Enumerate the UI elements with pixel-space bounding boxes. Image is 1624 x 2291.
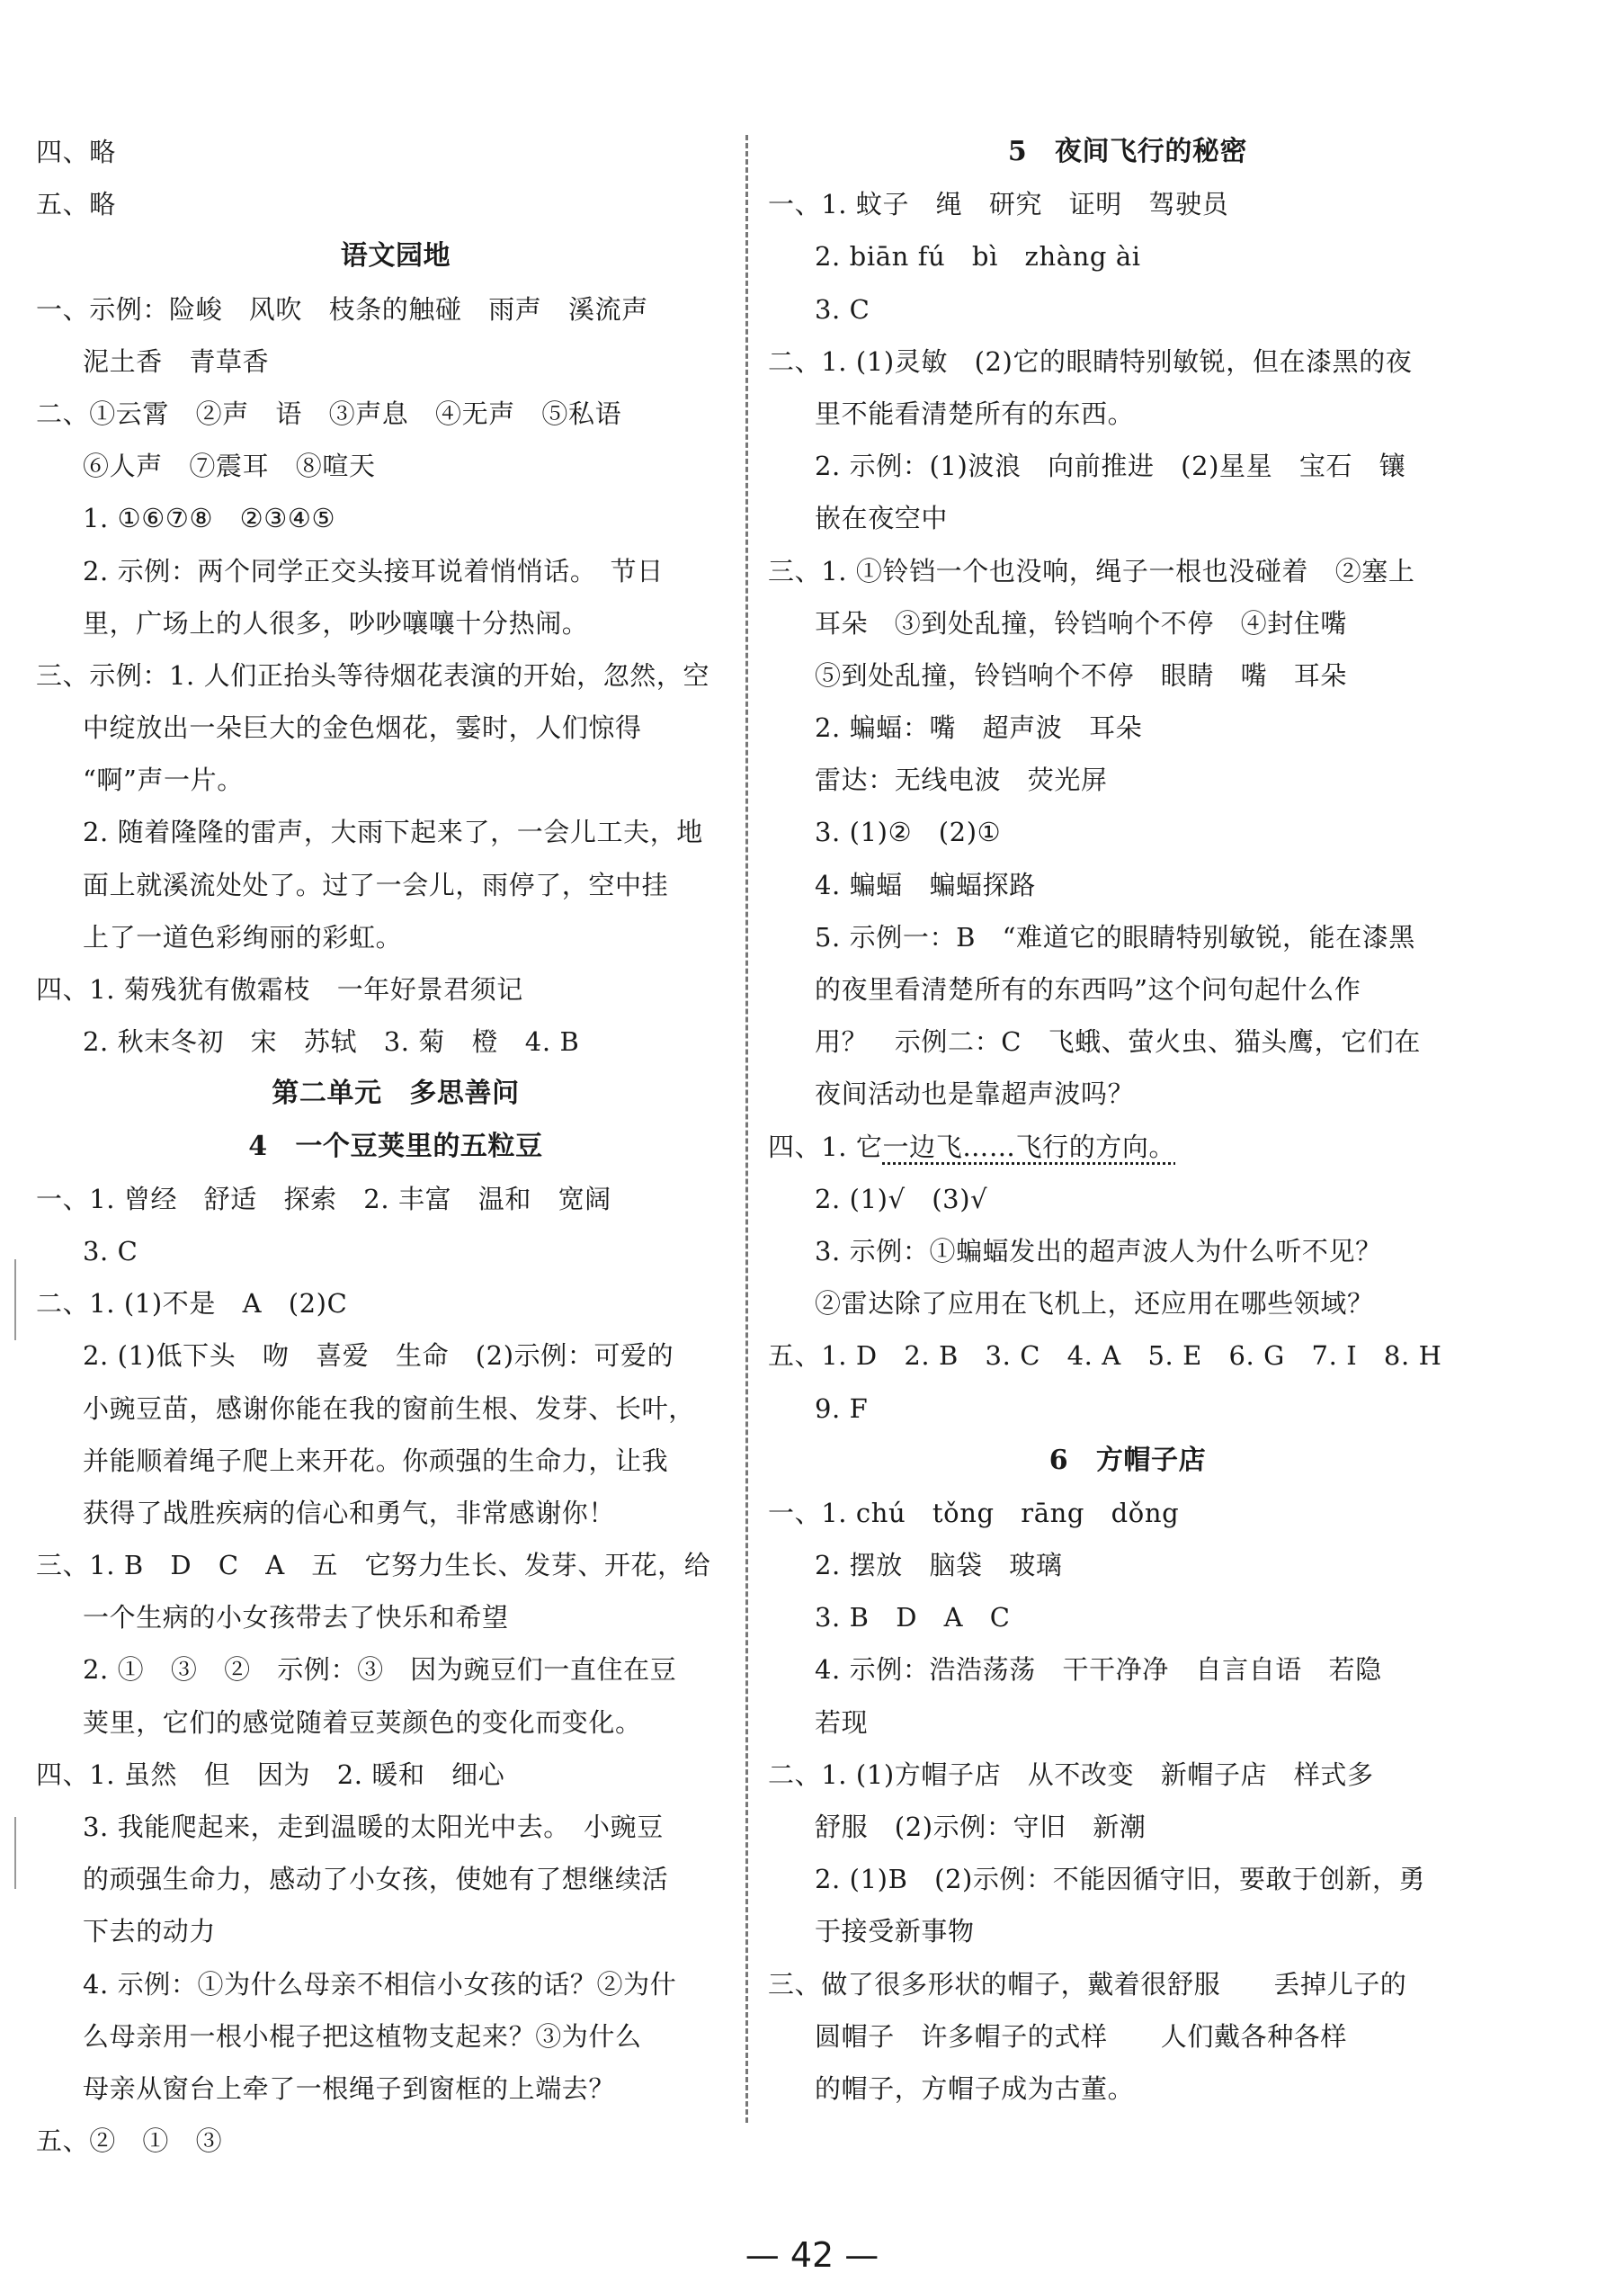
answer-line: 的夜里看清楚所有的东西吗”这个问句起什么作: [815, 974, 1361, 1005]
answer-line: 圆帽子 许多帽子的式样 人们戴各种各样: [815, 2020, 1348, 2052]
answer-line: 一、示例：险峻 风吹 枝条的触碰 雨声 溪流声: [36, 293, 648, 325]
section-heading: 4 一个豆荚里的五粒豆: [248, 1130, 543, 1162]
answer-line: 一个生病的小女孩带去了快乐和希望: [83, 1602, 509, 1633]
answer-line: 若现: [815, 1706, 869, 1738]
answer-line: 3. 我能爬起来，走到温暖的太阳光中去。 小豌豆: [83, 1812, 664, 1842]
answer-line: 下去的动力: [83, 1916, 217, 1947]
answer-line: 二、1. (1)不是 A (2)C: [36, 1288, 348, 1320]
answer-line: 嵌在夜空中: [815, 503, 949, 534]
answer-line: 上了一道色彩绚丽的彩虹。: [83, 921, 403, 953]
answer-line: 一、1. 蚊子 绳 研究 证明 驾驶员: [768, 189, 1229, 220]
answer-line: 三、做了很多形状的帽子，戴着很舒服 丢掉儿子的: [768, 1968, 1407, 2000]
answer-line: 五、② ① ③: [36, 2125, 223, 2157]
answer-line: 获得了战胜疾病的信心和勇气，非常感谢你！: [83, 1497, 616, 1528]
answer-line: [768, 1121, 1487, 1173]
answer-line: 五、1. D 2. B 3. C 4. A 5. E 6. G 7. I 8. H: [768, 1340, 1442, 1372]
answer-line: 2. 秋末冬初 宋 苏轼 3. 菊 橙 4. B: [83, 1026, 580, 1058]
answer-line: 2. 示例：两个同学正交头接耳说着悄悄话。 节日: [83, 555, 664, 586]
answer-line: 4. 示例：①为什么母亲不相信小女孩的话？②为什: [83, 1968, 677, 2000]
answer-line: 2. 随着隆隆的雷声，大雨下起来了，一会儿工夫，地: [83, 817, 703, 848]
answer-line: 舒服 (2)示例：守旧 新潮: [815, 1812, 1147, 1842]
answer-line: 雷达：无线电波 荧光屏: [815, 765, 1108, 796]
answer-line: 的顽强生命力，感动了小女孩，使她有了想继续活: [83, 1864, 669, 1895]
right-column: [768, 126, 1487, 2115]
answer-line: 于接受新事物: [815, 1916, 975, 1947]
answer-line: 3. B D A C: [815, 1602, 1011, 1633]
left-column: [36, 126, 755, 2167]
answer-line: ⑤到处乱撞，铃铛响个不停 眼睛 嘴 耳朵: [815, 659, 1348, 691]
answer-line: 中绽放出一朵巨大的金色烟花，霎时，人们惊得: [83, 712, 642, 744]
answer-line: 小豌豆苗，感谢你能在我的窗前生根、发芽、长叶，: [83, 1392, 695, 1424]
answer-line: 2. (1)低下头 吻 喜爱 生命 (2)示例：可爱的: [83, 1340, 674, 1372]
answer-line: 2. 蝙蝠：嘴 超声波 耳朵: [815, 712, 1143, 744]
answer-line: 2. 摆放 脑袋 玻璃: [815, 1550, 1063, 1581]
answer-line: 的帽子，方帽子成为古董。: [815, 2072, 1135, 2104]
answer-line: 二、1. (1)方帽子店 从不改变 新帽子店 样式多: [768, 1759, 1374, 1790]
answer-line: “啊”声一片。: [83, 765, 244, 796]
answer-line: 3. 示例：①蝙蝠发出的超声波人为什么听不见？: [815, 1235, 1382, 1266]
answer-line: ②雷达除了应用在飞机上，还应用在哪些领域？: [815, 1288, 1374, 1320]
answer-line: 用？ 示例二：C 飞蛾、萤火虫、猫头鹰，它们在: [815, 1026, 1421, 1058]
section-heading: 5 夜间飞行的秘密: [1007, 136, 1248, 167]
section-heading: 6 方帽子店: [1048, 1444, 1207, 1476]
answer-line: 2. biān fú bì zhàng ài: [815, 241, 1141, 273]
answer-line: 一、1. chú tǒng rāng dǒng: [768, 1497, 1180, 1528]
answer-line: 1. ①⑥⑦⑧ ②③④⑤: [83, 503, 336, 534]
answer-line: 耳朵 ③到处乱撞，铃铛响个不停 ④封住嘴: [815, 607, 1348, 639]
answer-line: 5. 示例一：B “难道它的眼睛特别敏锐，能在漆黑: [815, 921, 1416, 953]
answer-line: 里不能看清楚所有的东西。: [815, 398, 1135, 429]
answer-line: 二、①云霄 ②声 语 ③声息 ④无声 ⑤私语: [36, 398, 622, 429]
left-edge-mark: [14, 1259, 16, 1340]
answer-line: 三、1. B D C A 五 它努力生长、发芽、开花，给: [36, 1550, 711, 1581]
answer-line: 二、1. (1)灵敏 (2)它的眼睛特别敏锐，但在漆黑的夜: [768, 345, 1413, 377]
answer-line: 3. C: [815, 293, 870, 325]
answer-line: 3. (1)② (2)①: [815, 817, 1002, 848]
section-heading: 第二单元 多思善问: [272, 1078, 520, 1110]
answer-line: 2. (1)B (2)示例：不能因循守旧，要敢于创新，勇: [815, 1864, 1426, 1895]
answer-line: 4. 示例：浩浩荡荡 干干净净 自言自语 若隐: [815, 1654, 1382, 1686]
page-number: — 42 —: [745, 2235, 879, 2275]
answer-line: 2. ① ③ ② 示例：③ 因为豌豆们一直住在豆: [83, 1654, 677, 1686]
answer-line: 三、1. ①铃铛一个也没响，绳子一根也没碰着 ②塞上: [768, 555, 1415, 586]
answer-line: 9. F: [815, 1392, 869, 1424]
answer-line: ⑥人声 ⑦震耳 ⑧喧天: [83, 451, 376, 482]
answer-line: 夜间活动也是靠超声波吗？: [815, 1078, 1135, 1110]
answer-line: 泥土香 青草香: [83, 345, 270, 377]
answer-line: 里，广场上的人很多，吵吵嚷嚷十分热闹。: [83, 607, 589, 639]
answer-line: 一、1. 曾经 舒适 探索 2. 丰富 温和 宽阔: [36, 1183, 611, 1214]
answer-line: 面上就溪流处处了。过了一会儿，雨停了，空中挂: [83, 869, 669, 900]
answer-line: 并能顺着绳子爬上来开花。你顽强的生命力，让我: [83, 1445, 669, 1476]
answer-line: 4. 蝙蝠 蝙蝠探路: [815, 869, 1036, 900]
answer-line: 3. C: [83, 1235, 138, 1266]
answer-line: 荚里，它们的感觉随着豆荚颜色的变化而变化。: [83, 1706, 642, 1738]
answer-line-prefix: 四、1. 它: [768, 1131, 883, 1162]
dotted-underlined-answer: 一边飞……飞行的方向。: [882, 1131, 1176, 1162]
answer-line: 母亲从窗台上牵了一根绳子到窗框的上端去？: [83, 2072, 616, 2104]
answer-line: 四、1. 虽然 但 因为 2. 暖和 细心: [36, 1759, 505, 1790]
answer-line: 五、略: [36, 189, 116, 220]
answer-line: 四、1. 菊残犹有傲霜枝 一年好景君须记: [36, 974, 523, 1005]
left-edge-mark: [14, 1817, 16, 1889]
answer-line: 三、示例：1. 人们正抬头等待烟花表演的开始，忽然，空: [36, 659, 710, 691]
answer-line: 四、略: [36, 137, 116, 167]
section-heading: 语文园地: [340, 240, 451, 273]
answer-line: 2. 示例：(1)波浪 向前推进 (2)星星 宝石 镶: [815, 451, 1406, 482]
answer-line: 么母亲用一根小棍子把这植物支起来？③为什么: [83, 2020, 642, 2052]
answer-line: 2. (1)√ (3)√: [815, 1183, 988, 1214]
